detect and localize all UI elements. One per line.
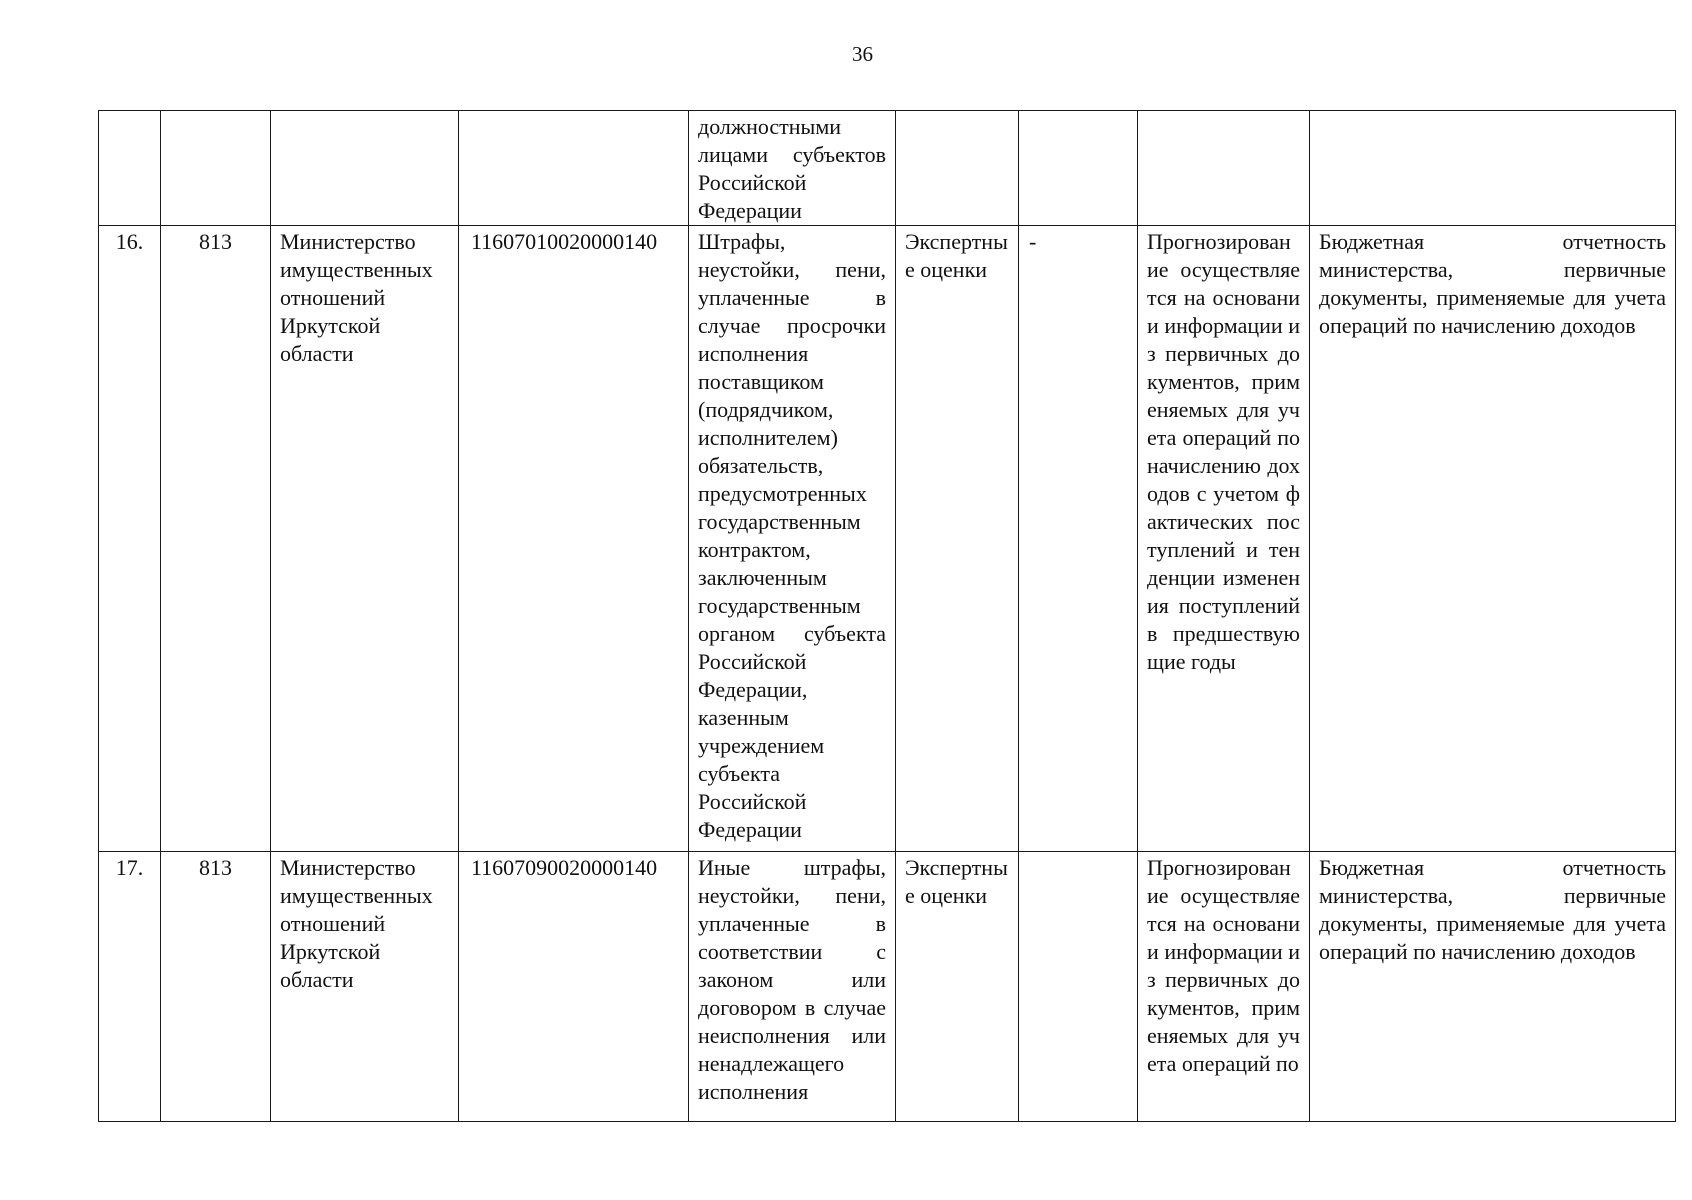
cell-empty: [1138, 111, 1310, 226]
cell-data-source: Бюджетная отчетность министерства, первичные документы, применяемые для учета операций по начислению доходов: [1310, 852, 1676, 1122]
cell-empty: [161, 111, 271, 226]
cell-forecast-method: Экспертные оценки: [896, 226, 1019, 852]
cell-budget-classification-code: 11607010020000140: [459, 226, 689, 852]
cell-formula: [1019, 852, 1138, 1122]
cell-formula: -: [1019, 226, 1138, 852]
cell-empty: [99, 111, 161, 226]
cell-budget-classification-code: 11607090020000140: [459, 852, 689, 1122]
table-row: [99, 852, 1676, 1122]
table-row-continuation: [99, 111, 1676, 226]
cell-admin-code: 813: [161, 226, 271, 852]
cell-income-name: Штрафы, неустойки, пени, уплаченные в случае просрочки исполнения поставщиком (подрядчиком, исполнителем) обязательств, предусмотренных государственным контрактом, заключенным государственным органом субъекта Российской Федерации, казенным учреждением субъекта Российской Федерации: [689, 226, 896, 852]
cell-empty: [1019, 111, 1138, 226]
cell-data-source: Бюджетная отчетность министерства, первичные документы, применяемые для учета операций по начислению доходов: [1310, 226, 1676, 852]
cell-admin-code: 813: [161, 852, 271, 1122]
cell-income-name-continued: должностными лицами субъектов Российской Федерации: [689, 111, 896, 226]
cell-empty: [271, 111, 459, 226]
cell-empty: [896, 111, 1019, 226]
cell-algorithm: Прогнозирование осуществляется на основании информации из первичных документов, применяемых для учета операций по: [1138, 852, 1310, 1122]
cell-income-name: Иные штрафы, неустойки, пени, уплаченные в соответствии с законом или договором в случае неисполнения или ненадлежащего исполнения: [689, 852, 896, 1122]
cell-forecast-method: Экспертные оценки: [896, 852, 1019, 1122]
cell-administrator: Министерство имущественных отношений Иркутской области: [271, 226, 459, 852]
cell-row-number: 16.: [99, 226, 161, 852]
cell-algorithm: Прогнозирование осуществляется на основании информации из первичных документов, применяемых для учета операций по начислению доходов с учетом фактических поступлений и тенденции изменения поступлений в предшествующие годы: [1138, 226, 1310, 852]
cell-empty: [1310, 111, 1676, 226]
page-number: 36: [852, 42, 873, 66]
cell-empty: [459, 111, 689, 226]
income-forecast-table: [98, 110, 1676, 1122]
cell-row-number: 17.: [99, 852, 161, 1122]
cell-administrator: Министерство имущественных отношений Иркутской области: [271, 852, 459, 1122]
table-row: [99, 226, 1676, 852]
